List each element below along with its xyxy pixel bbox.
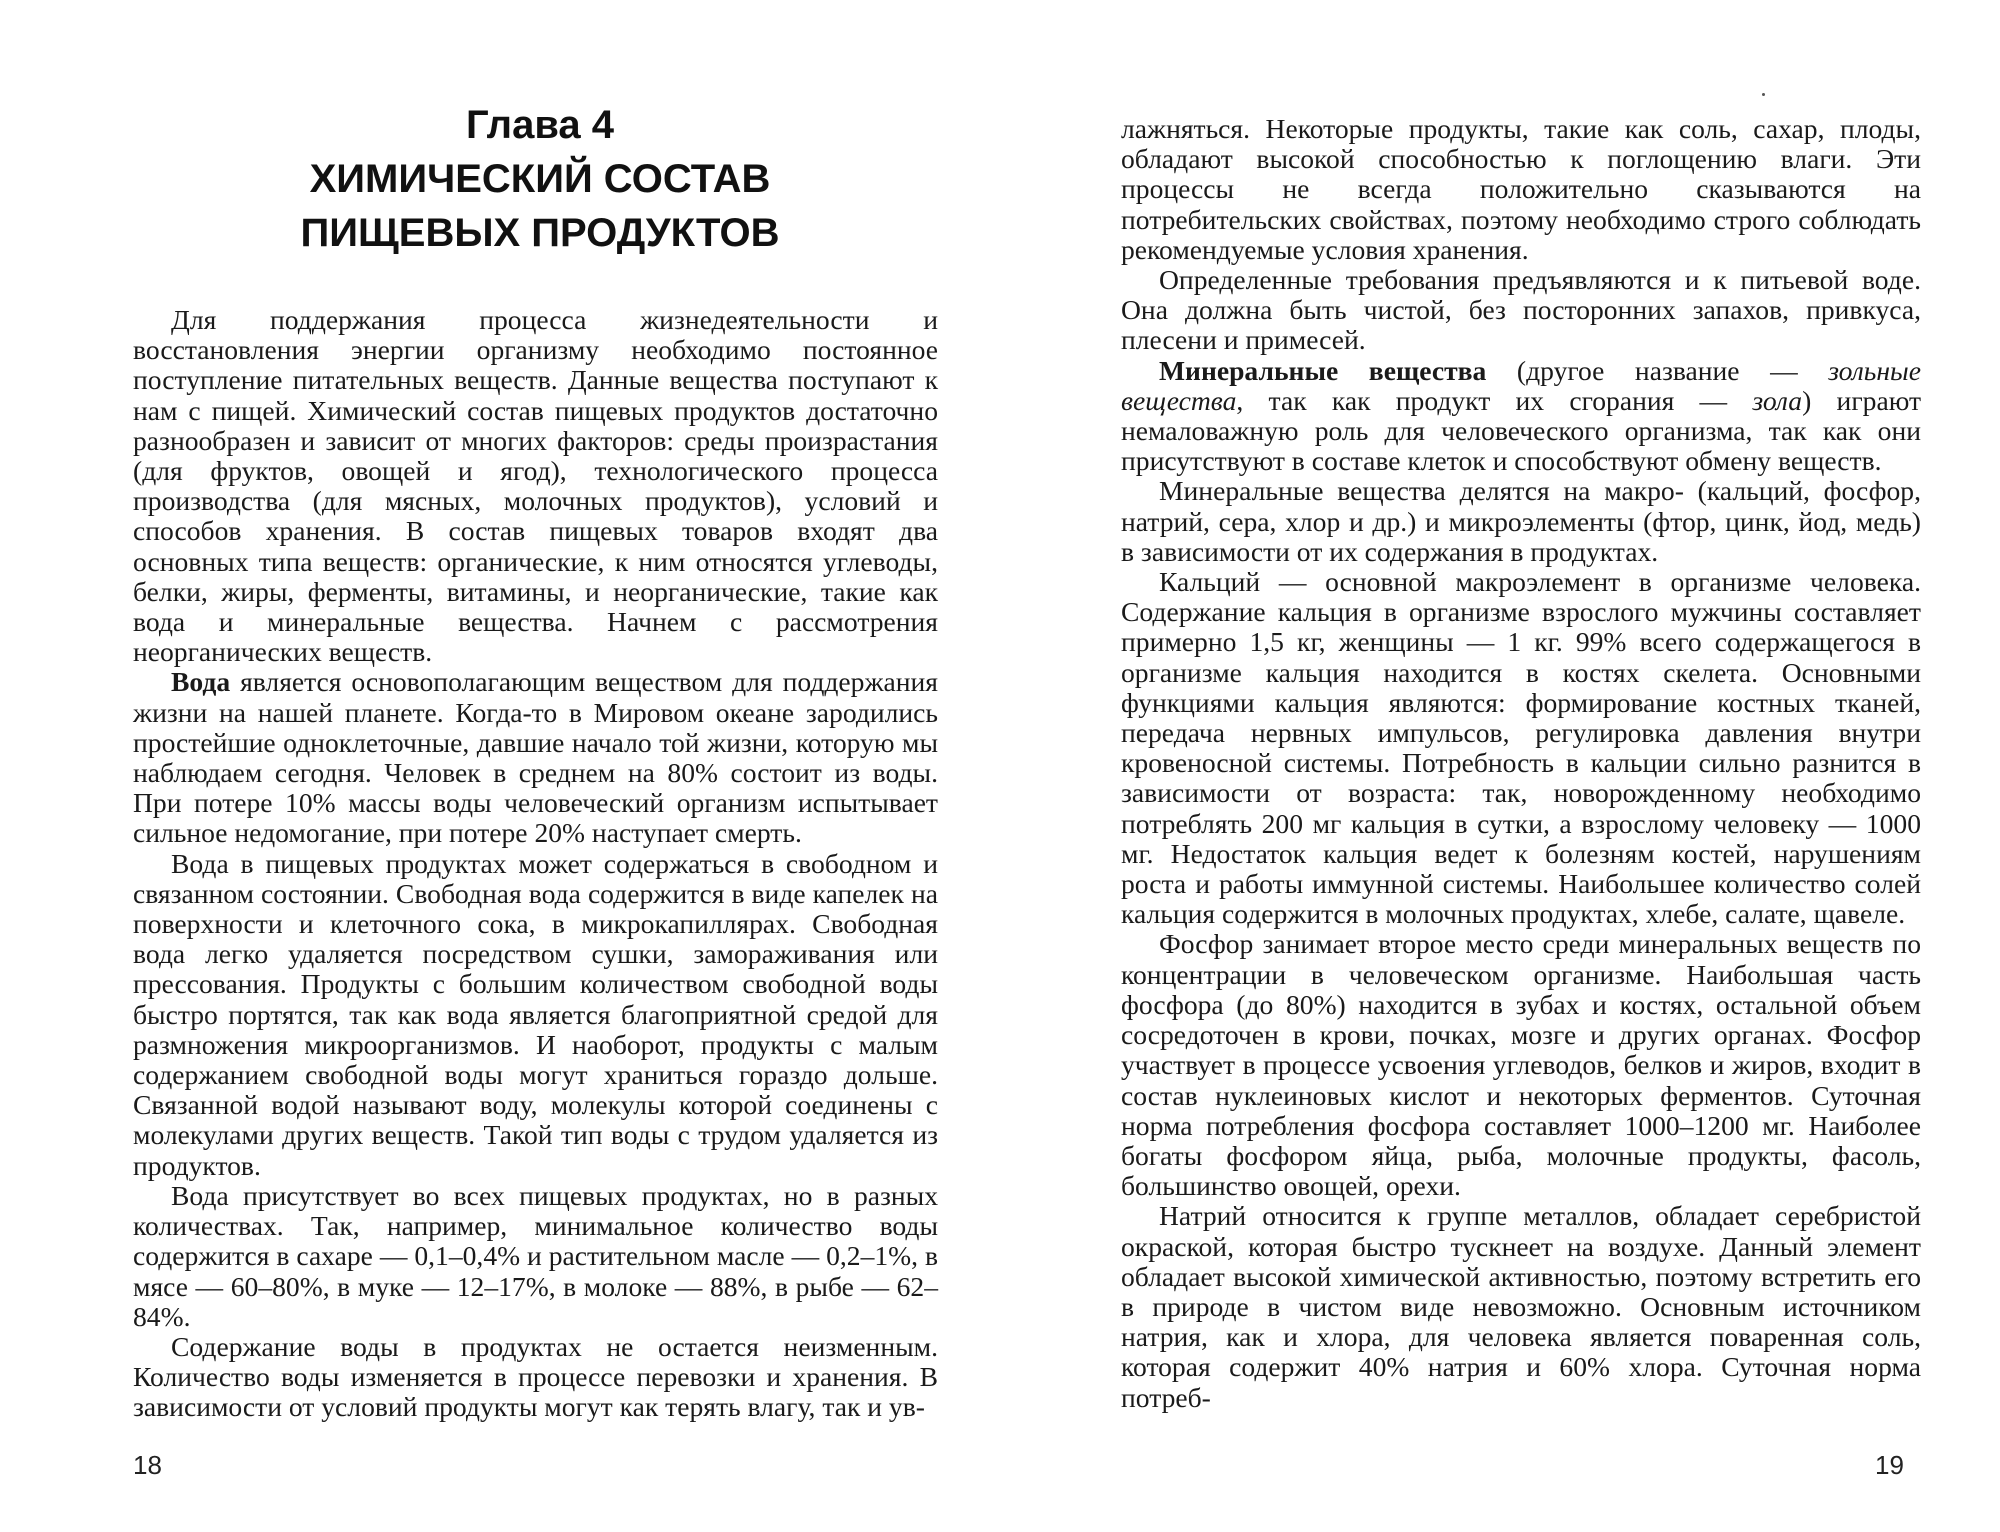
water-text: является основополагающим веществом для поддержания жизни на нашей планете. Когда-то в Мировом океане зародились простейшие одноклеточные, давшие начало той жизни, которую мы наблюдаем сегодня. Человек в среднем на 80% состоит из воды. При потере 10% массы воды человеческий организм испытывает сильное недомогание, при потере 20% наступает смерть. xyxy=(133,666,938,849)
chapter-number: Глава 4 xyxy=(465,103,614,147)
paragraph-continued: лажняться. Некоторые продукты, такие как соль, сахар, плоды, обладают высокой способностью к поглощению влаги. Эти процессы не всегда положительно сказываются на потребительских свойствах, поэтому необходимо строго соблюдать рекомендуемые условия хранения. xyxy=(1121,113,1921,265)
term-minerals: Минеральные вещества xyxy=(1159,354,1487,386)
paragraph-sodium: Натрий относится к группе металлов, обладает серебристой окраской, которая быстро тускнеет на воздухе. Данный элемент обладает высокой химической активностью, поэтому встретить его в природе в чистом виде невозможно. Основным источником натрия, как и хлора, для человека является поваренная соль, которая содержит 40% натрия и 60% хлора. Суточная норма потреб- xyxy=(1121,1200,1921,1413)
right-body-text xyxy=(1121,114,1921,1413)
paragraph-macro-micro: Минеральные вещества делятся на макро- (кальций, фосфор, натрий, сера, хлор и др.) и микроэлементы (фтор, цинк, йод, медь) в зависимости от их содержания в продуктах. xyxy=(1121,475,1921,567)
paragraph-drinking-water: Определенные требования предъявляются и к питьевой воде. Она должна быть чистой, без посторонних запахов, привкуса, плесени и примесей. xyxy=(1121,264,1921,356)
chapter-title-line-1: ХИМИЧЕСКИЙ СОСТАВ xyxy=(309,157,771,201)
paragraph-water-variation: Содержание воды в продуктах не остается неизменным. Количество воды изменяется в процессе перевозки и хранения. В зависимости от условий продукты могут как терять влагу, так и ув- xyxy=(133,1330,938,1423)
minerals-text-c: ) играют немаловажную роль для человеческого организма, так как они присутствуют в составе клеток и способствуют обмену веществ. xyxy=(1121,384,1921,477)
paragraph-phosphorus: Фосфор занимает второе место среди минеральных веществ по концентрации в человеческом организме. Наибольшая часть фосфора (до 80%) находится в зубах и костях, остальной объем сосредоточен в крови, почках, мозге и других органах. Фосфор участвует в процессе усвоения углеводов, белков и жиров, входит в состав нуклеиновых кислот и некоторых ферментов. Суточная норма потребления фосфора составляет 1000–1200 мг. Наиболее богаты фосфором яйца, рыба, молочные продукты, фасоль, большинство овощей, орехи. xyxy=(1121,928,1921,1202)
term-ash-substances: зольные вещества xyxy=(1121,354,1921,416)
term-ash: зола xyxy=(1752,384,1803,416)
right-page xyxy=(1000,0,2000,1532)
paragraph-intro: Для поддержания процесса жизнедеятельности и восстановления энергии организму необходимо постоянное поступление питательных веществ. Данные вещества поступают к нам с пищей. Химический состав пищевых продуктов достаточно разнообразен и зависит от многих факторов: среды произрастания (для фруктов, овощей и ягод), технологического процесса производства (для мясных, молочных продуктов), условий и способов хранения. В состав пищевых товаров входят два основных типа веществ: органические, к ним относятся углеводы, белки, жиры, ферменты, витамины, и неорганические, такие как вода и минеральные вещества. Начнем с рассмотрения неорганических веществ. xyxy=(133,304,938,668)
paragraph-minerals xyxy=(1121,356,1921,477)
paragraph-water-amounts: Вода присутствует во всех пищевых продуктах, но в разных количествах. Так, например, минимальное количество воды содержится в сахаре — 0,1–0,4% и растительном масле — 0,2–1%, в мясе — 60–80%, в муке — 12–17%, в молоке — 88%, в рыбе — 62–84%. xyxy=(133,1179,938,1332)
chapter-heading xyxy=(150,98,930,260)
term-water: Вода xyxy=(171,666,231,698)
left-body-text xyxy=(133,305,938,1423)
page-number-left: 18 xyxy=(133,1450,162,1480)
paragraph-free-water: Вода в пищевых продуктах может содержаться в свободном и связанном состоянии. Свободная вода содержится в виде капелек на поверхности и клеточного сока, в микрокапиллярах. Свободная вода легко удаляется посредством сушки, замораживания или прессования. Продукты с большим количеством свободной воды быстро портятся, так как вода является благоприятной средой для размножения микроорганизмов. И наоборот, продукты с малым содержанием свободной воды могут храниться гораздо дольше. Связанной водой называют воду, молекулы которой соединены с молекулами других веществ. Такой тип воды с трудом удаляется из продуктов. xyxy=(133,847,938,1181)
chapter-title-line-2: ПИЩЕВЫХ ПРОДУКТОВ xyxy=(300,211,780,255)
paragraph-water xyxy=(133,667,938,848)
minerals-text-b: , так как продукт их сгорания — xyxy=(1236,384,1753,416)
page-number-right: 19 xyxy=(1875,1450,1904,1480)
print-speck xyxy=(1762,93,1765,96)
paragraph-calcium: Кальций — основной макроэлемент в организме человека. Содержание кальция в организме взрослого мужчины составляет примерно 1,5 кг, женщины — 1 кг. 99% всего содержащегося в организме кальция находится в костях скелета. Основными функциями кальция являются: формирование костных тканей, передача нервных импульсов, регулировка давления внутри кровеносной системы. Потребность в кальции сильно разнится в зависимости от возраста: так, новорожденному необходимо потреблять 200 мг кальция в сутки, а взрослому человеку — 1000 мг. Недостаток кальция ведет к болезням костей, нарушениям роста и работы иммунной системы. Наибольшее количество солей кальция содержится в молочных продуктах, хлебе, салате, щавеле. xyxy=(1121,566,1921,930)
minerals-text-a: (другое название — xyxy=(1486,354,1829,386)
